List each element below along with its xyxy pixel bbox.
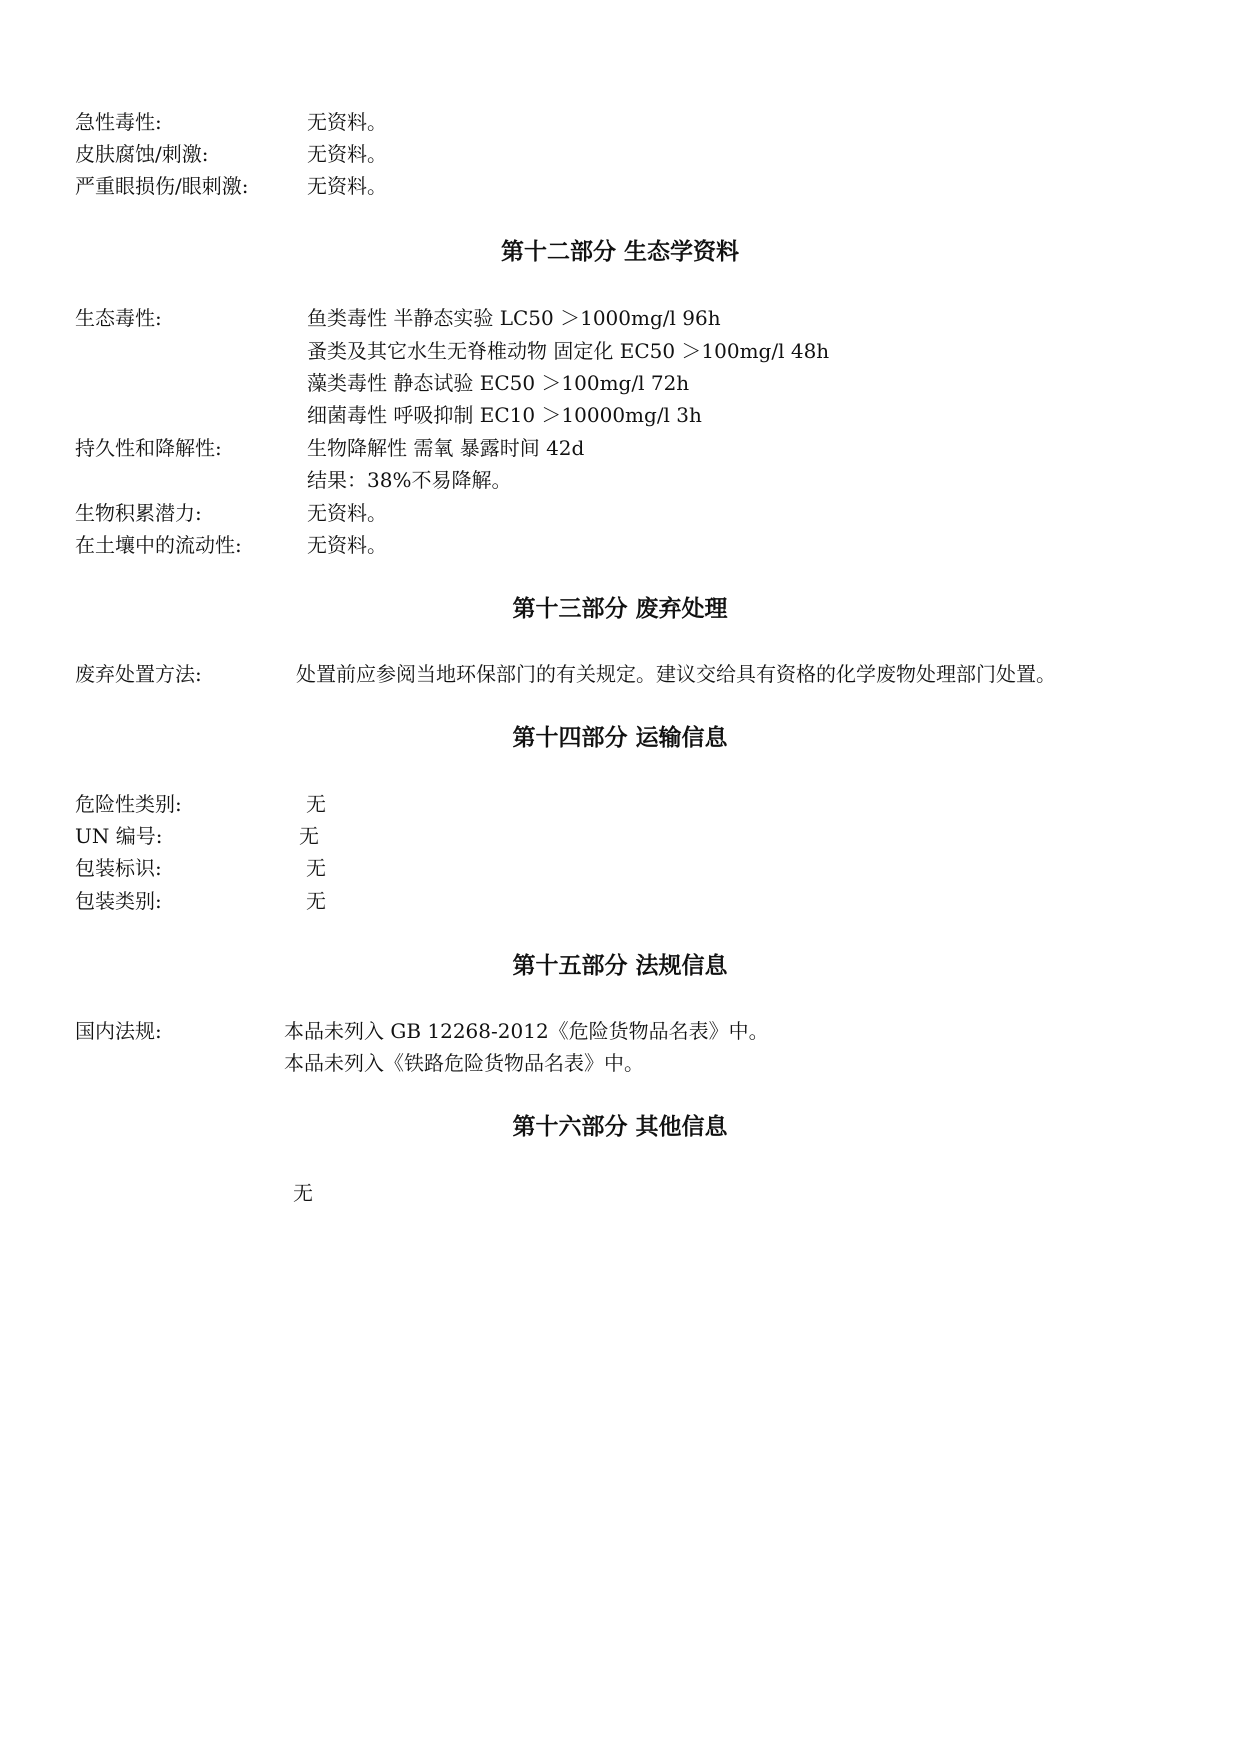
ecotoxicity-bacteria: 细菌毒性 呼吸抑制 EC10 ＞10000mg/l 3h <box>307 403 702 427</box>
domestic-regulation-railway: 本品未列入《铁路危险货物品名表》中。 <box>284 1051 644 1075</box>
skin-corrosion-label: 皮肤腐蚀/刺激: <box>75 142 209 166</box>
ecotoxicity-label: 生态毒性: <box>75 306 162 330</box>
bioaccumulation-value: 无资料。 <box>307 501 387 525</box>
ecotoxicity-invertebrates: 蚤类及其它水生无脊椎动物 固定化 EC50 ＞100mg/l 48h <box>307 339 830 363</box>
persistence-biodegradation: 生物降解性 需氧 暴露时间 42d <box>307 436 585 460</box>
packaging-group-value: 无 <box>306 889 326 913</box>
soil-mobility-label: 在土壤中的流动性: <box>75 533 242 557</box>
disposal-method-label: 废弃处置方法: <box>75 662 202 686</box>
skin-corrosion-value: 无资料。 <box>307 142 387 166</box>
acute-toxicity-value: 无资料。 <box>307 110 387 134</box>
disposal-method-value: 处置前应参阅当地环保部门的有关规定。建议交给具有资格的化学废物处理部门处置。 <box>296 662 1056 686</box>
section-14-title: 第十四部分 运输信息 <box>512 725 728 751</box>
un-number-label: UN 编号: <box>75 824 163 848</box>
ecotoxicity-algae: 藻类毒性 静态试验 EC50 ＞100mg/l 72h <box>307 371 690 395</box>
bioaccumulation-label: 生物积累潜力: <box>75 501 202 525</box>
section-15-title: 第十五部分 法规信息 <box>512 953 728 979</box>
section-13-title: 第十三部分 废弃处理 <box>512 596 728 622</box>
domestic-regulation-gb: 本品未列入 GB 12268-2012《危险货物品名表》中。 <box>284 1019 769 1043</box>
eye-damage-value: 无资料。 <box>307 174 387 198</box>
other-info-value: 无 <box>293 1181 313 1205</box>
un-number-value: 无 <box>299 824 319 848</box>
section-16-title: 第十六部分 其他信息 <box>512 1114 728 1140</box>
packaging-label-label: 包装标识: <box>75 856 162 880</box>
hazard-class-value: 无 <box>306 792 326 816</box>
section-12-title: 第十二部分 生态学资料 <box>500 239 739 265</box>
soil-mobility-value: 无资料。 <box>307 533 387 557</box>
persistence-label: 持久性和降解性: <box>75 436 222 460</box>
domestic-regulations-label: 国内法规: <box>75 1019 162 1043</box>
acute-toxicity-label: 急性毒性: <box>75 110 162 134</box>
eye-damage-label: 严重眼损伤/眼刺激: <box>75 174 249 198</box>
hazard-class-label: 危险性类别: <box>75 792 182 816</box>
ecotoxicity-fish: 鱼类毒性 半静态实验 LC50 ＞1000mg/l 96h <box>307 306 721 330</box>
persistence-result: 结果：38%不易降解。 <box>307 468 512 492</box>
packaging-group-label: 包装类别: <box>75 889 162 913</box>
packaging-label-value: 无 <box>306 856 326 880</box>
